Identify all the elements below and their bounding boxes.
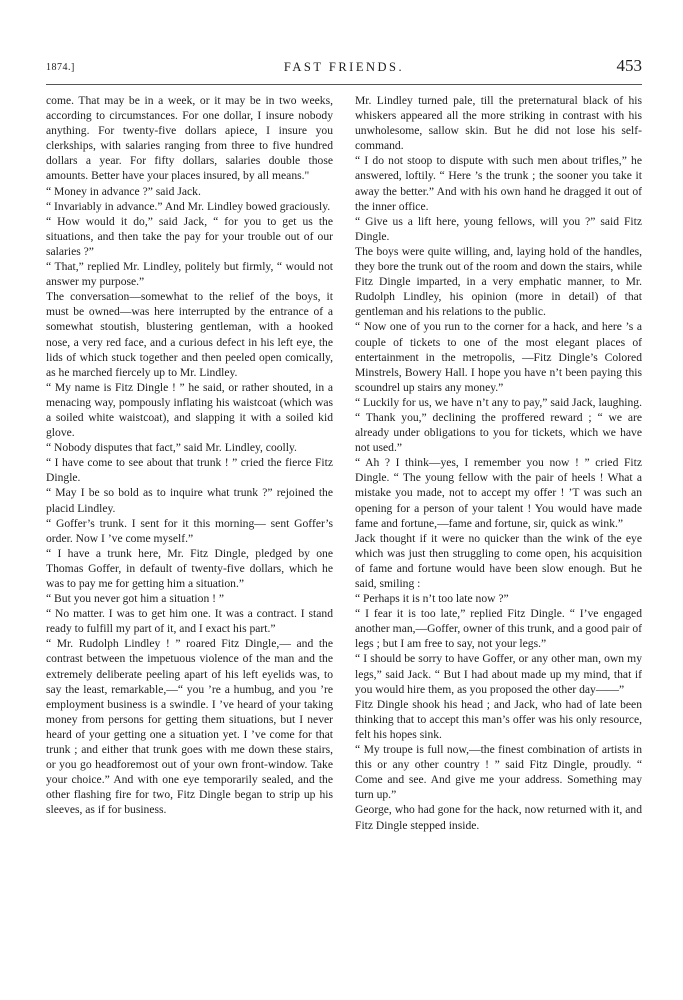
page-number: 453	[616, 56, 642, 75]
paragraph: The conversation—somewhat to the relief of the boys, it must be owned—was here interrupted by the entrance of a somewhat stoutish, blustering gentleman, with a hooked nose, a very red face, and a curious defect in his left eye, the lids of which stuck together and then peeled open comically, as he marched fiercely up to Mr. Lindley.	[46, 290, 333, 379]
paragraph: “ Nobody disputes that fact,” said Mr. Lindley, coolly.	[46, 441, 297, 455]
paragraph: “ I have come to see about that trunk ! ” cried the fierce Fitz Dingle.	[46, 456, 333, 485]
paragraph: “ Goffer’s trunk. I sent for it this morning— sent Goffer’s order. Now I ’ve come myself.”	[46, 516, 333, 545]
paragraph: Mr. Lindley turned pale, till the preternatural black of his whiskers appeared all the more striking in contrast with his unwholesome, sallow skin. But he did not lose his self-command.	[355, 94, 642, 153]
running-header	[46, 56, 642, 82]
paragraph: The boys were quite willing, and, laying hold of the handles, they bore the trunk out of the room and down the stairs, while Fitz Dingle imparted, in a very emphatic manner, to Mr. Rudolph Lindley, his opinion (more in detail) of that gentleman and his relations to the public.	[355, 244, 642, 319]
paragraph: “ I have a trunk here, Mr. Fitz Dingle, pledged by one Thomas Goffer, in default of twenty-five dollars, which he was to pay me for getting him a situation.”	[46, 546, 333, 590]
paragraph: “ Money in advance ?” said Jack.	[46, 184, 201, 198]
paragraph: “ Luckily for us, we have n’t any to pay,” said Jack, laughing. “ Thank you,” declining the proffered reward ; “ we are already under obligations to you for tickets, which we have not used.”	[355, 395, 642, 455]
paragraph: Fitz Dingle shook his head ; and Jack, who had of late been thinking that to accept this man’s offer was his only resource, felt his hopes sink.	[355, 697, 642, 741]
header-year: 1874.]	[46, 62, 75, 73]
paragraph: “ My troupe is full now,—the finest combination of artists in this or any other country ! ” said Fitz Dingle, proudly. “ Come and see. And give me your address. Something may turn up.”	[355, 743, 642, 802]
paragraph: come. That may be in a week, or it may be in two weeks, according to circumstances. For one dollar, I insure nobody anything. For twenty-five dollars apiece, I insure you clerkships, with salaries ranging from three to five hundred dollars a year. For fifty dollars, salaries double those amounts. Better have your places insured, by all means."	[46, 94, 333, 183]
paragraph: “ Give us a lift here, young fellows, will you ?” said Fitz Dingle.	[355, 214, 642, 243]
header-title: FAST FRIENDS.	[283, 60, 405, 74]
paragraph: “ May I be so bold as to inquire what trunk ?” rejoined the placid Lindley.	[46, 486, 333, 515]
paragraph: “ Now one of you run to the corner for a hack, and here ’s a couple of tickets to one of the most elegant places of entertainment in the metropolis, —Fitz Dingle’s Colored Minstrels, Bowery Hall. I hope you have n’t been paying this scoundrel up stairs any money.”	[355, 320, 642, 394]
paragraph: “ I should be sorry to have Goffer, or any other man, own my legs,” said Jack. “ But I had about made up my mind, that if you would hire them, as you proposed the other day——”	[355, 652, 642, 696]
paragraph: “ I do not stoop to dispute with such men about trifles,” he answered, loftily. “ Here ’s the trunk ; the sooner you take it away the better.” And with his own hand he dragged it out of the inner office.	[355, 154, 642, 213]
paragraph: “ How would it do,” said Jack, “ for you to get us the situations, and then take the pay for your trouble out of our salaries ?”	[46, 214, 333, 258]
paragraph: “ But you never got him a situation ! ”	[46, 592, 225, 606]
paragraph: George, who had gone for the hack, now returned with it, and Fitz Dingle stepped inside.	[355, 803, 642, 832]
paragraph: “ Mr. Rudolph Lindley ! ” roared Fitz Dingle,— and the contrast between the impetuous violence of the man and the extremely deliberate peeling apart of his left eyelids was, to say the least, remarkable,—“ you ’re a humbug, and you ’re employment business is a swindle. I ’ve heard of your taking money from persons for getting them situations, but I never heard of your getting one a situation yet. I ’ve come for that trunk ; and either that trunk goes with me down these stairs, or you go headforemost out of your own front-window. Take your choice.” And with one eye temporarily sealed, and the other flashing fire for two, Fitz Dingle began to strip up his sleeves, as if for business.	[46, 637, 333, 817]
paragraph: “ I fear it is too late,” replied Fitz Dingle. “ I’ve engaged another man,—Goffer, owner of this trunk, and a good pair of legs ; but I am free to say, not your legs.”	[355, 607, 642, 651]
paragraph: “ Perhaps it is n’t too late now ?”	[355, 592, 509, 606]
paragraph: “ No matter. I was to get him one. It was a contract. I stand ready to fulfill my part of it, and I exact his part.”	[46, 607, 333, 636]
paragraph: “ Invariably in advance.” And Mr. Lindley bowed graciously.	[46, 199, 331, 213]
paragraph: “ That,” replied Mr. Lindley, politely but firmly, “ would not answer my purpose.”	[46, 260, 333, 289]
paragraph: Jack thought if it were no quicker than the wink of the eye which was just then struggling to come open, his acquisition of fame and fortune would have been slow enough. But he said, smiling :	[355, 531, 642, 590]
paragraph: “ My name is Fitz Dingle ! ” he said, or rather shouted, in a menacing way, pompously inflating his waistcoat (which was a soiled white waistcoat), and slapping it with a soiled kid glove.	[46, 380, 333, 440]
header-rule	[46, 84, 642, 85]
left-column	[46, 93, 333, 818]
paragraph: “ Ah ? I think—yes, I remember you now ! ” cried Fitz Dingle. “ The young fellow with the pair of heels ! What a mistake you made, not to accept my offer ! ’T was such an opening for a person of your talent ! You would have made fame and fortune,—fame and fortune, sir, quick as wink.”	[355, 456, 642, 530]
right-column	[355, 93, 642, 833]
